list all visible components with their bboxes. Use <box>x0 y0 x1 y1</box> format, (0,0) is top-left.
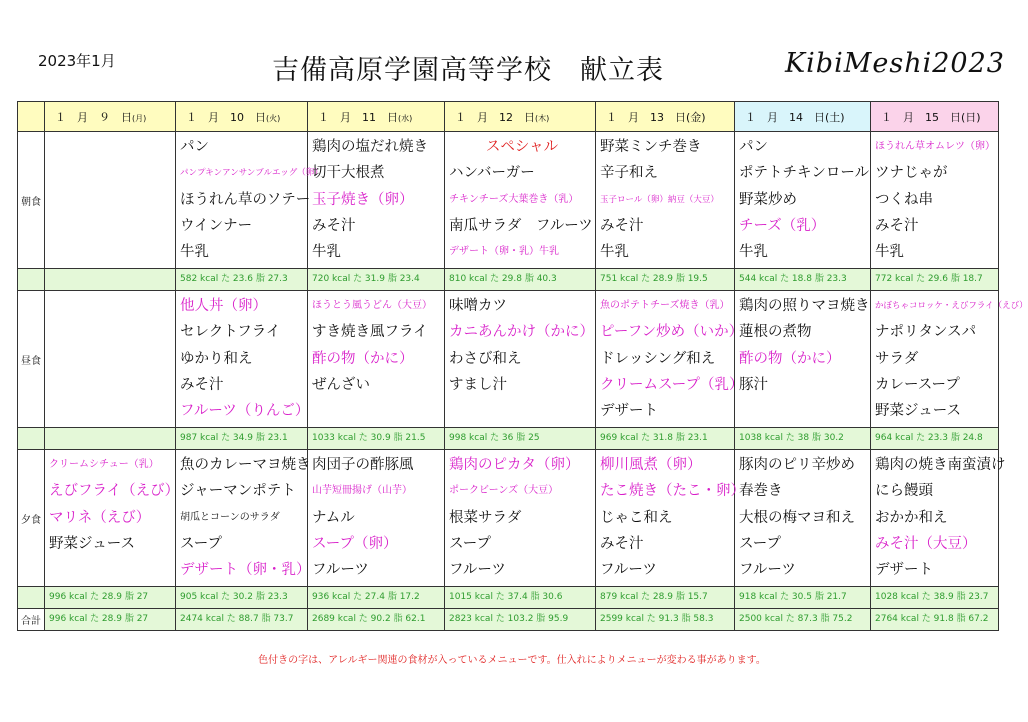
nutrition-value: 996 kcal た 28.9 脂 27 <box>49 614 149 624</box>
menu-table <box>17 101 1028 631</box>
menu-cell <box>45 291 176 428</box>
nutrition-cell <box>45 587 176 609</box>
nutrition-cell <box>308 428 445 450</box>
nutrition-cell <box>871 587 999 609</box>
menu-item: 鶏肉の塩だれ焼き <box>312 139 428 155</box>
day-label: １ 月 13 日 <box>606 110 686 124</box>
nutrition-value: 2474 kcal た 88.7 脂 73.7 <box>180 614 294 624</box>
menu-cell <box>308 291 445 428</box>
day-header <box>176 102 308 132</box>
menu-item: スペシャル <box>485 139 559 155</box>
menu-cell <box>871 291 1028 428</box>
menu-item: デザート（卵・乳）牛乳 <box>449 246 559 258</box>
meal-label: 朝食 <box>18 132 45 269</box>
nutrition-value: 810 kcal た 29.8 脂 40.3 <box>449 274 557 284</box>
meal-label: 夕食 <box>18 450 45 587</box>
weekday-label: (月) <box>132 113 147 123</box>
nutrition-value: 2689 kcal た 90.2 脂 62.1 <box>312 614 426 624</box>
menu-item: カニあんかけ（かに） <box>449 324 594 341</box>
menu-cell <box>176 132 323 269</box>
day-label: １ 月 ９ 日 <box>55 110 132 124</box>
nutrition-value: 998 kcal た 36 脂 25 <box>449 433 540 443</box>
weekday-label: (木) <box>535 113 550 123</box>
menu-item: 豚汁 <box>739 376 768 393</box>
nutrition-value: 772 kcal た 29.6 脂 18.7 <box>875 274 983 284</box>
nutrition-cell <box>871 609 999 631</box>
menu-item: 玉子ロール（卵）納豆（大豆） <box>600 194 719 205</box>
nutrition-cell <box>596 587 735 609</box>
nutrition-cell <box>176 428 308 450</box>
menu-item: たこ焼き（たこ・卵） <box>600 483 745 500</box>
nutrition-value: 969 kcal た 31.8 脂 23.1 <box>600 433 708 443</box>
nutrition-cell <box>445 609 596 631</box>
nutrition-value: 582 kcal た 23.6 脂 27.3 <box>180 274 288 284</box>
nutrition-cell <box>735 428 871 450</box>
nutrition-value: 720 kcal た 31.9 脂 23.4 <box>312 274 420 284</box>
menu-item: おかか和え <box>875 509 948 526</box>
menu-item: 山芋短冊揚げ（山芋） <box>312 485 412 497</box>
weekday-label: (水) <box>398 113 413 123</box>
menu-item: すまし汁 <box>449 376 507 393</box>
nutrition-value: 964 kcal た 23.3 脂 24.8 <box>875 433 983 443</box>
menu-item: スープ <box>180 535 223 552</box>
day-header <box>45 102 176 132</box>
menu-cell <box>445 291 596 428</box>
menu-item: ツナじゃが <box>875 165 948 182</box>
row-label <box>18 428 45 450</box>
menu-item: 蓮根の煮物 <box>739 324 812 341</box>
menu-item: みそ汁 <box>875 217 919 234</box>
nutrition-value: 936 kcal た 27.4 脂 17.2 <box>312 592 420 602</box>
menu-item: 酢の物（かに） <box>312 350 414 367</box>
weekday-label: (日) <box>961 110 981 124</box>
menu-item: 肉団子の酢豚風 <box>312 457 414 473</box>
menu-cell <box>596 450 745 587</box>
nutrition-value: 1038 kcal た 38 脂 30.2 <box>739 433 844 443</box>
menu-item: つくね串 <box>875 191 933 208</box>
nutrition-value: 2500 kcal た 87.3 脂 75.2 <box>739 614 853 624</box>
nutrition-cell <box>596 428 735 450</box>
menu-item: 胡瓜とコーンのサラダ <box>180 511 280 523</box>
menu-item: わさび和え <box>449 350 522 367</box>
day-header <box>596 102 735 132</box>
menu-item: すき焼き風フライ <box>312 324 428 341</box>
menu-item: マリネ（えび） <box>49 509 151 526</box>
menu-item: 野菜炒め <box>739 191 797 208</box>
menu-item: みそ汁 <box>600 217 644 234</box>
nutrition-value <box>45 269 175 290</box>
nutrition-value: 544 kcal た 18.8 脂 23.3 <box>739 274 847 284</box>
row-label <box>18 587 45 609</box>
menu-item: パン <box>180 139 209 155</box>
menu-item: 鶏肉のピカタ（卵） <box>449 457 580 473</box>
menu-item: ナムル <box>312 509 355 526</box>
menu-item: デザート <box>600 403 658 420</box>
menu-item: スープ <box>449 535 492 552</box>
day-header <box>445 102 596 132</box>
menu-item: みそ汁 <box>180 376 224 393</box>
day-label: １ 月 14 日 <box>745 110 825 124</box>
menu-cell <box>308 450 445 587</box>
menu-cell <box>176 450 311 587</box>
meal-label: 昼食 <box>18 291 45 428</box>
row-label <box>18 269 45 291</box>
menu-item: フルーツ（りんご） <box>180 403 310 420</box>
nutrition-value: 751 kcal た 28.9 脂 19.5 <box>600 274 708 284</box>
row-label: 合計 <box>18 609 45 631</box>
menu-item: サラダ <box>875 350 919 367</box>
menu-item: 牛乳 <box>875 244 904 261</box>
menu-item: パン <box>739 139 768 155</box>
menu-item: 玉子焼き（卵） <box>312 191 414 208</box>
nutrition-cell <box>735 269 871 291</box>
weekday-label: (土) <box>825 110 845 124</box>
menu-cell <box>45 450 180 587</box>
menu-cell <box>735 291 871 428</box>
nutrition-cell <box>735 587 871 609</box>
brand-logo: KibiMeshi2023 <box>785 48 1005 79</box>
menu-item: デザート（卵・乳） <box>180 562 311 579</box>
day-header <box>735 102 871 132</box>
menu-item: 辛子和え <box>600 165 658 182</box>
menu-item: みそ汁 <box>312 217 356 234</box>
day-header <box>871 102 999 132</box>
menu-cell <box>596 291 744 428</box>
nutrition-value: 905 kcal た 30.2 脂 23.3 <box>180 592 288 602</box>
menu-item: デザート <box>875 562 933 579</box>
menu-item: みそ汁（大豆） <box>875 535 977 552</box>
nutrition-value: 2764 kcal た 91.8 脂 67.2 <box>875 614 989 624</box>
menu-item: にら饅頭 <box>875 483 933 500</box>
menu-item: 味噌カツ <box>449 298 507 314</box>
menu-item: 根菜サラダ <box>449 509 522 526</box>
menu-cell <box>45 132 176 269</box>
menu-item: クリームシチュー（乳） <box>49 459 159 470</box>
menu-item: 鶏肉の照りマヨ焼き <box>739 298 870 314</box>
nutrition-cell <box>45 269 176 291</box>
menu-item: 豚肉のピリ辛炒め <box>739 457 855 473</box>
menu-item: ほうとう風うどん（大豆） <box>312 300 432 311</box>
menu-item: えびフライ（えび） <box>49 483 180 500</box>
menu-item: フルーツ <box>312 562 369 579</box>
nutrition-cell <box>735 609 871 631</box>
menu-item: セレクトフライ <box>180 324 281 341</box>
menu-cell <box>735 450 871 587</box>
menu-item: じゃこ和え <box>600 509 673 526</box>
menu-item: ぜんざい <box>312 376 370 393</box>
nutrition-cell <box>308 269 445 291</box>
menu-item: ナポリタンスパ <box>875 324 977 341</box>
menu-cell <box>871 132 999 269</box>
nutrition-value: 1028 kcal た 38.9 脂 23.7 <box>875 592 989 602</box>
menu-item: かぼちゃコロッケ・えびフライ（えび） <box>875 301 1028 311</box>
nutrition-cell <box>596 609 735 631</box>
nutrition-value: 987 kcal た 34.9 脂 23.1 <box>180 433 288 443</box>
menu-item: フルーツ <box>600 562 657 579</box>
day-header <box>308 102 445 132</box>
nutrition-cell <box>308 587 445 609</box>
day-label: １ 月 11 日 <box>318 110 398 124</box>
nutrition-value: 2599 kcal た 91.3 脂 58.3 <box>600 614 714 624</box>
menu-item: 牛乳 <box>600 244 629 261</box>
menu-item: 柳川風煮（卵） <box>600 457 702 473</box>
menu-item: 切干大根煮 <box>312 165 385 182</box>
nutrition-cell <box>176 609 308 631</box>
menu-item: 鶏肉の焼き南蛮漬け <box>875 457 1006 473</box>
menu-item: ウインナー <box>180 217 253 234</box>
nutrition-cell <box>871 428 999 450</box>
menu-cell <box>596 132 735 269</box>
menu-item: 他人丼（卵） <box>180 298 267 314</box>
menu-item: チーズ（乳） <box>739 217 826 234</box>
weekday-label: (金) <box>686 110 706 124</box>
menu-item: 春巻き <box>739 483 783 500</box>
day-label: １ 月 15 日 <box>881 110 961 124</box>
menu-item: チキンチーズ大葉巻き（乳） <box>449 193 579 205</box>
menu-item: クリームスープ（乳） <box>600 376 744 393</box>
menu-item: 牛乳 <box>739 244 768 261</box>
menu-item: ポークビーンズ（大豆） <box>449 485 559 497</box>
nutrition-value: 2823 kcal た 103.2 脂 95.9 <box>449 614 569 624</box>
nutrition-value: 918 kcal た 30.5 脂 21.7 <box>739 592 847 602</box>
nutrition-cell <box>445 269 596 291</box>
menu-cell <box>871 450 1006 587</box>
menu-cell <box>445 450 596 587</box>
menu-item: ハンバーガー <box>449 165 535 182</box>
menu-item: 南瓜サラダ フルーツ <box>449 217 593 234</box>
menu-item: みそ汁 <box>600 535 644 552</box>
nutrition-cell <box>176 269 308 291</box>
nutrition-cell <box>45 428 176 450</box>
nutrition-cell <box>308 609 445 631</box>
menu-item: 酢の物（かに） <box>739 350 841 367</box>
nutrition-cell <box>871 269 999 291</box>
nutrition-value: 1033 kcal た 30.9 脂 21.5 <box>312 433 426 443</box>
menu-item: ジャーマンポテト <box>180 483 296 500</box>
menu-item: スープ（卵） <box>312 535 398 552</box>
menu-item: ピーフン炒め（いか） <box>600 324 744 341</box>
menu-item: 魚のカレーマヨ焼き <box>180 457 311 473</box>
day-label: １ 月 10 日 <box>186 110 266 124</box>
menu-item: ポテトチキンロール <box>739 165 870 182</box>
menu-item: 野菜ジュース <box>875 403 961 420</box>
menu-item: 牛乳 <box>312 244 341 261</box>
nutrition-cell <box>596 269 735 291</box>
menu-cell <box>176 291 308 428</box>
menu-item: ドレッシング和え <box>600 350 716 367</box>
menu-item: フルーツ <box>449 562 506 579</box>
menu-cell <box>735 132 871 269</box>
menu-item: 牛乳 <box>180 244 209 261</box>
menu-item: ほうれん草のソテー <box>180 191 311 208</box>
menu-cell <box>308 132 445 269</box>
nutrition-cell <box>45 609 176 631</box>
menu-item: パンプキンアンサンブルエッグ（卵） <box>180 168 323 179</box>
menu-item: ほうれん草オムレツ（卵） <box>875 141 995 152</box>
nutrition-cell <box>445 587 596 609</box>
menu-item: フルーツ <box>739 562 796 579</box>
menu-item: 魚のポテトチーズ焼き（乳） <box>600 300 730 311</box>
allergy-note: 色付きの字は、アレルギー関連の食材が入っているメニューです。仕入れによりメニューが変わる事があります。 <box>258 655 766 666</box>
corner-cell <box>18 102 45 132</box>
menu-item: 野菜ミンチ巻き <box>600 139 702 155</box>
day-label: １ 月 12 日 <box>455 110 535 124</box>
nutrition-value: 879 kcal た 28.9 脂 15.7 <box>600 592 708 602</box>
nutrition-value <box>45 428 175 449</box>
weekday-label: (火) <box>266 113 281 123</box>
nutrition-value: 996 kcal た 28.9 脂 27 <box>49 592 149 602</box>
nutrition-cell <box>176 587 308 609</box>
menu-cell <box>445 132 596 269</box>
menu-item: カレースープ <box>875 376 960 393</box>
menu-item: スープ <box>739 535 782 552</box>
year-month: 2023年1月 <box>38 52 116 70</box>
menu-item: 大根の梅マヨ和え <box>739 509 855 526</box>
nutrition-value: 1015 kcal た 37.4 脂 30.6 <box>449 592 563 602</box>
menu-item: ゆかり和え <box>180 350 253 367</box>
menu-item: 野菜ジュース <box>49 535 135 552</box>
nutrition-cell <box>445 428 596 450</box>
page-title: 吉備高原学園高等学校 献立表 <box>272 55 664 86</box>
